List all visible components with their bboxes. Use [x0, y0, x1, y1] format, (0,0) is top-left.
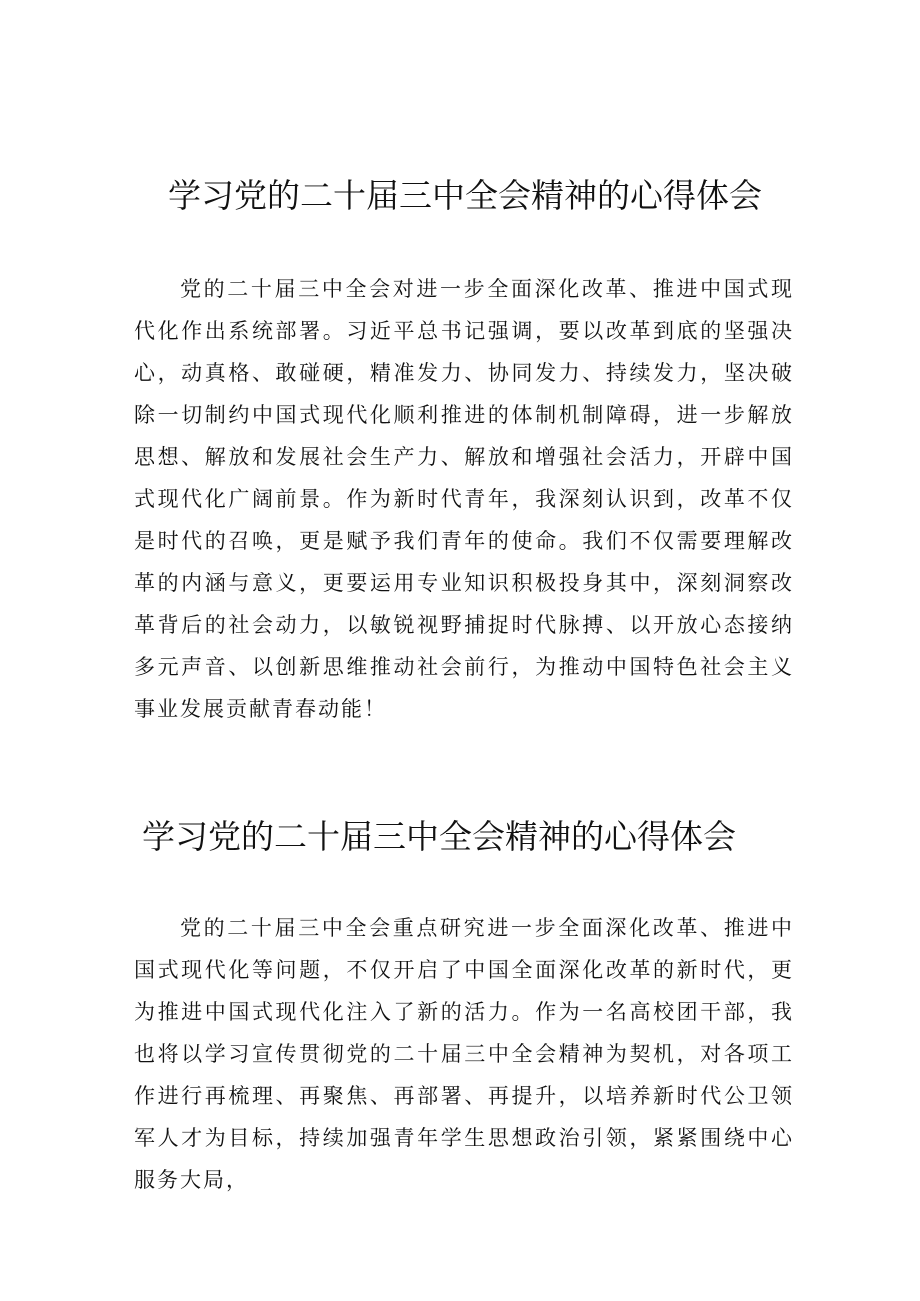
section-2-body: 党的二十届三中全会重点研究进一步全面深化改革、推进中国式现代化等问题，不仅开启了中国全面深化改革的新时代，更为推进中国式现代化注入了新的活力。作为一名高校团干部，我也将以学习宣传贯彻党的二十届三中全会精神为契机，对各项工作进行再梳理、再聚焦、再部署、再提升，以培养新时代公卫领军人才为目标，持续加强青年学生思想政治引领，紧紧围绕中心服务大局，	[134, 916, 794, 1192]
section-1-title: 学习党的二十届三中全会精神的心得体会	[168, 176, 762, 215]
section-1-body: 党的二十届三中全会对进一步全面深化改革、推进中国式现代化作出系统部署。习近平总书记强调，要以改革到底的坚强决心，动真格、敢碰硬，精准发力、协同发力、持续发力，坚决破除一切制约中国式现代化顺利推进的体制机制障碍，进一步解放思想、解放和发展社会生产力、解放和增强社会活力，开辟中国式现代化广阔前景。作为新时代青年，我深刻认识到，改革不仅是时代的召唤，更是赋予我们青年的使命。我们不仅需要理解改革的内涵与意义，更要运用专业知识积极投身其中，深刻洞察改革背后的社会动力，以敏锐视野捕捉时代脉搏、以开放心态接纳多元声音、以创新思维推动社会前行，为推动中国特色社会主义事业发展贡献青春动能！	[134, 277, 794, 721]
section-2-title: 学习党的二十届三中全会精神的心得体会	[142, 817, 736, 856]
